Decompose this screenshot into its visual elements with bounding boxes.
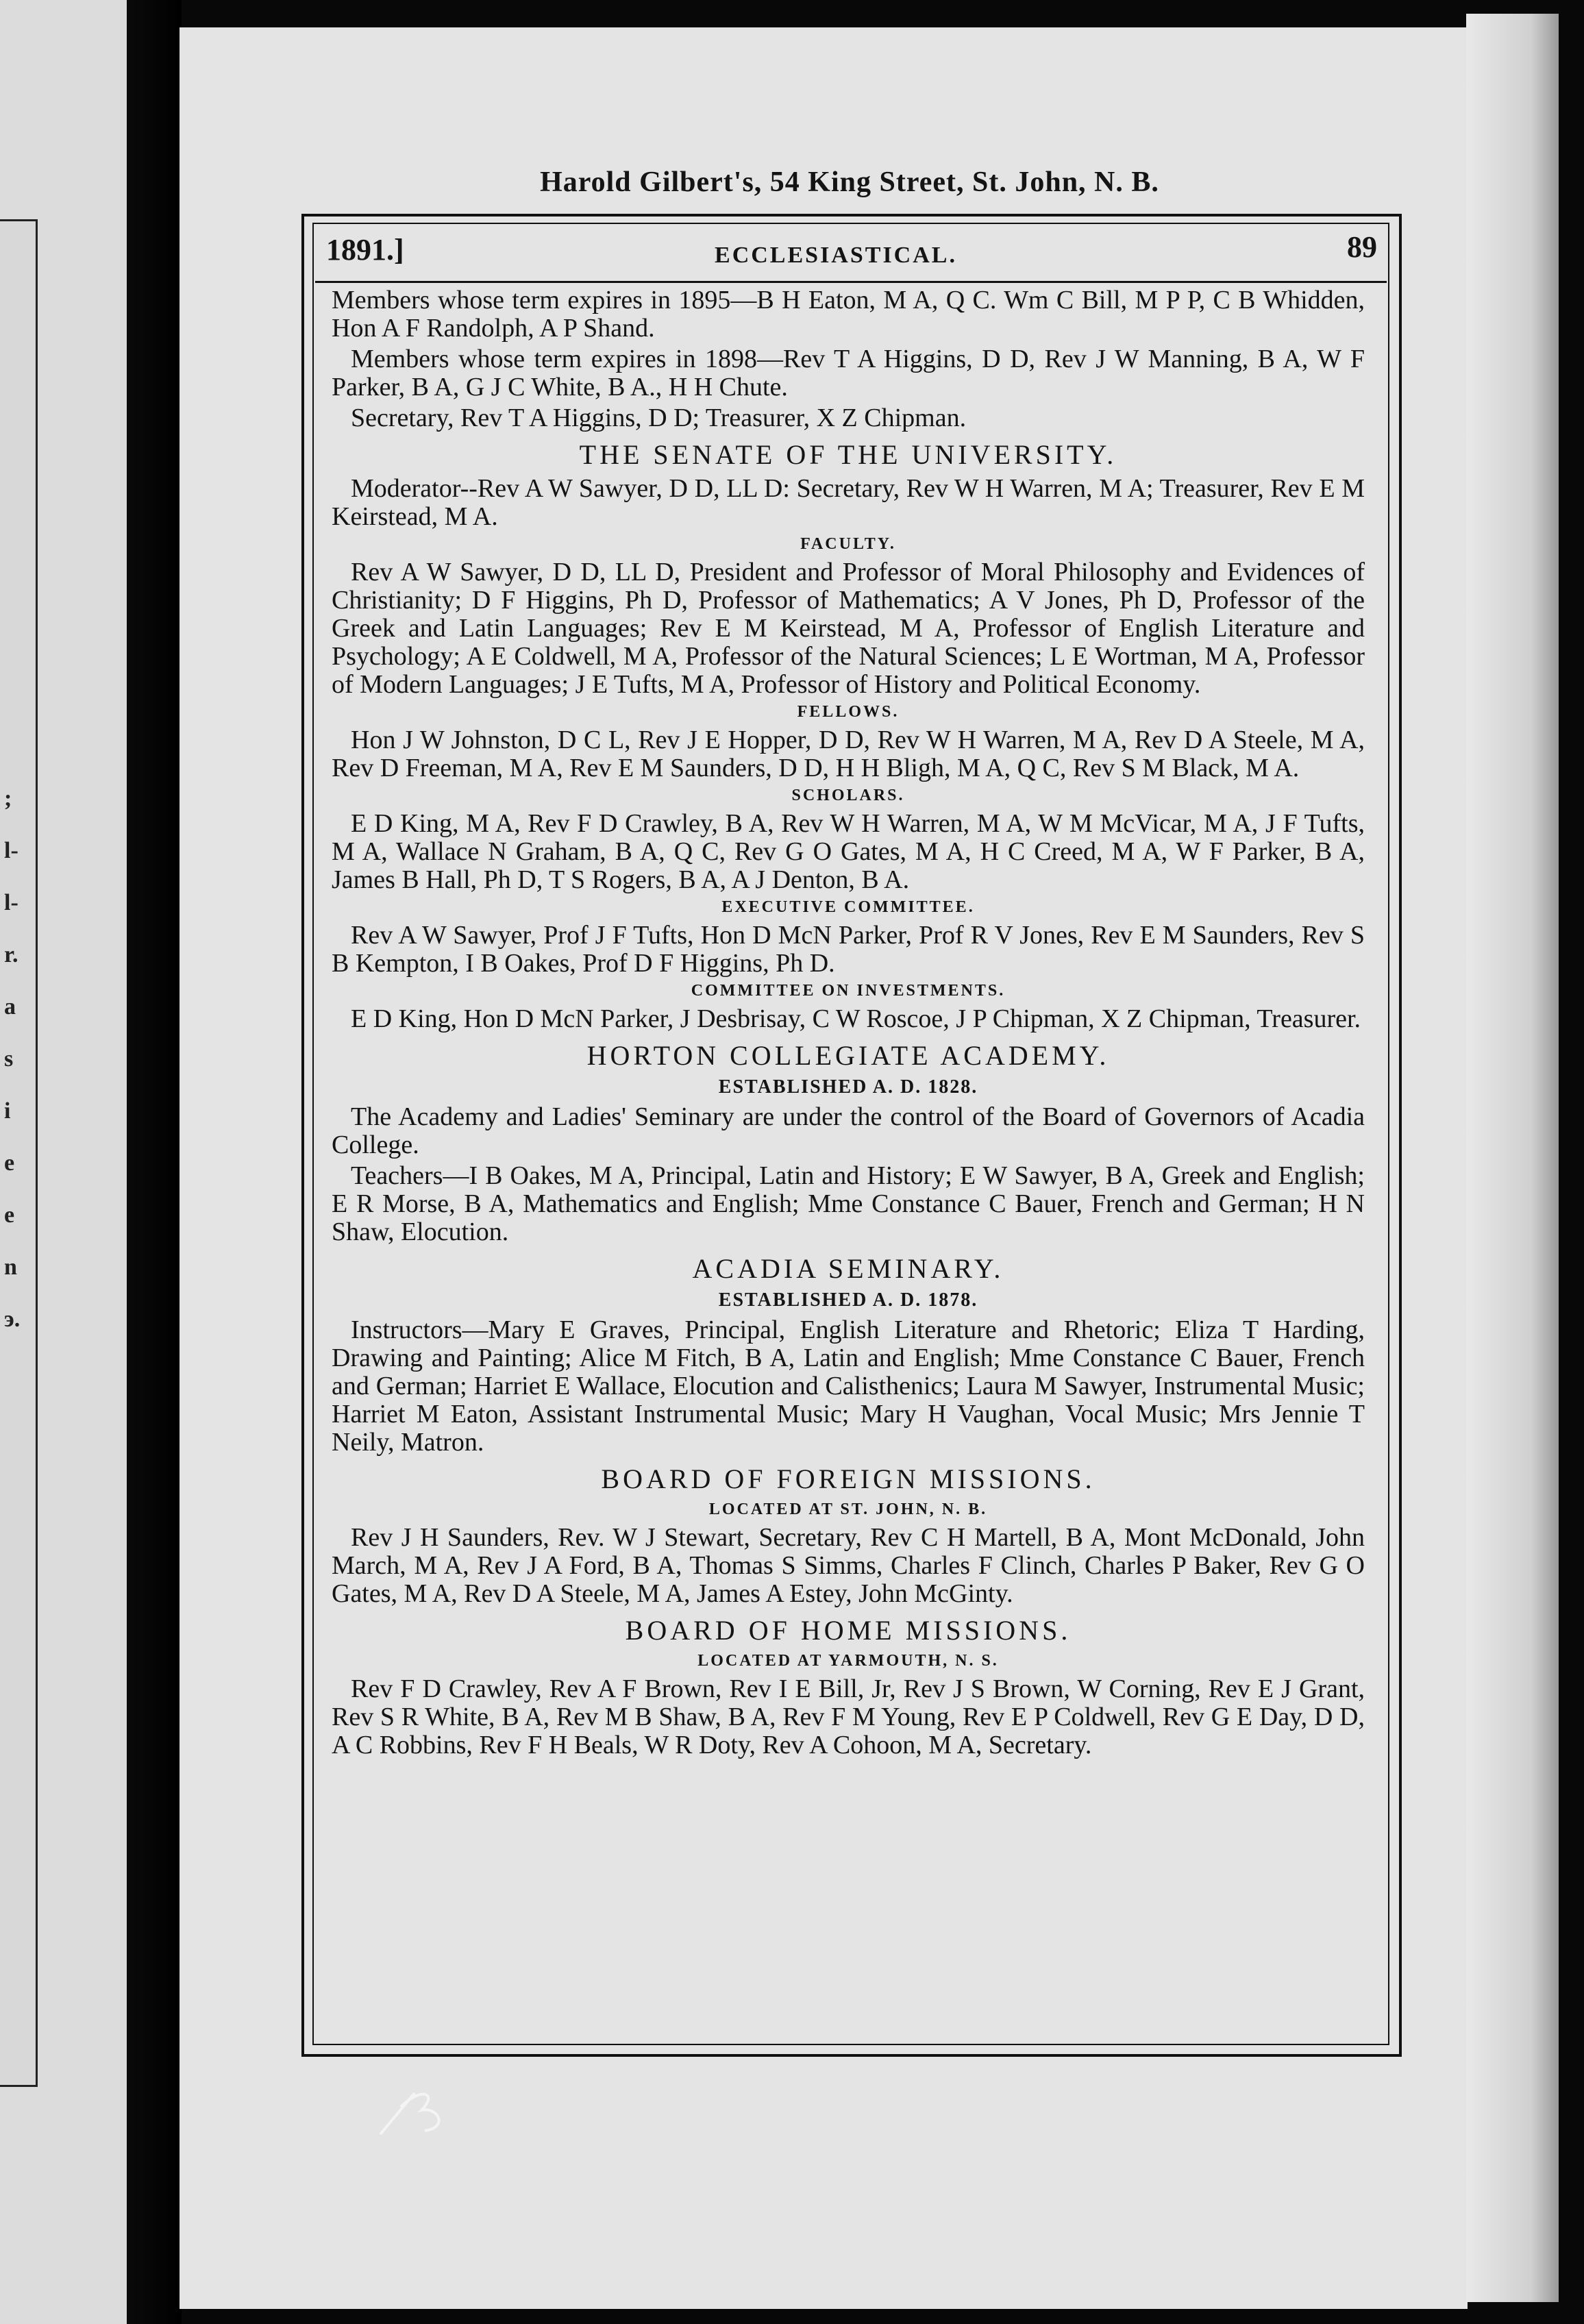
subsection-heading: LOCATED AT ST. JOHN, N. B. [708,1500,988,1518]
facing-page-letter: ; [4,786,12,811]
paragraph: Rev J H Saunders, Rev. W J Stewart, Secretary, Rev C H Martell, B A, Mont McDonald, John March, M A, Rev J A Ford, B A, Thomas S Simms, Charles F Clinch, Charles P Baker, Rev G O Gates, M A, Rev D A Steele, M A, James A Estey, John McGinty. [332,1523,1365,1608]
paragraph: Rev A W Sawyer, Prof J F Tufts, Hon D McN Parker, Prof R V Jones, Rev E M Saunders, Rev S B Kempton, I B Oakes, Prof D F Higgins, Ph D. [332,921,1365,978]
paragraph: E D King, M A, Rev F D Crawley, B A, Rev W H Warren, M A, W M McVicar, M A, J F Tufts, M A, Wallace N Graham, B A, Q C, Rev G O Gates, M A, H C Creed, M A, W F Parker, B A, James B Hall, Ph D, T S Rogers, B A, A J Denton, B A. [332,809,1365,894]
subsection-heading: FELLOWS. [797,703,900,721]
paragraph: Moderator--Rev A W Sawyer, D D, LL D: Secretary, Rev W H Warren, M A; Treasurer, Rev E M Keirstead, M A. [332,474,1365,531]
paragraph: Rev A W Sawyer, D D, LL D, President and Professor of Moral Philosophy and Evidences of Christianity; D F Higgins, Ph D, Professor of Mathematics; A V Jones, Ph D, Professor of the Greek and Latin Languages; Rev E M Keirstead, M A, Professor of English Literature and Psychology; A E Coldwell, M A, Professor of the Natural Sciences; L E Wortman, M A, Professor of Modern Languages; J E Tufts, M A, Professor of History and Political Economy. [332,558,1365,699]
facing-page-letter: e [4,1150,15,1176]
facing-page-letter: l- [4,890,18,915]
running-head: Harold Gilbert's, 54 King Street, St. John, N. B. [540,166,1159,198]
facing-page-letter: r. [4,942,18,967]
header-year: 1891.] [326,233,404,267]
facing-page-letters [4,781,32,1354]
subsection-heading: COMMITTEE ON INVESTMENTS. [691,982,1006,1000]
facing-page-letter: n [4,1254,17,1280]
facing-page-letter: i [4,1098,11,1124]
section-heading: HORTON COLLEGIATE ACADEMY. [586,1040,1110,1071]
subsection-heading: EXECUTIVE COMMITTEE. [721,898,975,916]
handwritten-mark [373,2079,462,2141]
book-gutter [127,0,182,2324]
page-body [332,286,1365,1762]
paragraph: Teachers—I B Oakes, M A, Principal, Latin and History; E W Sawyer, B A, Greek and English; E R Morse, B A, Mathematics and English; Mme Constance C Bauer, French and German; H N Shaw, Elocution. [332,1161,1365,1246]
paragraph: Secretary, Rev T A Higgins, D D; Treasurer, X Z Chipman. [351,404,967,432]
paragraph: Members whose term expires in 1898—Rev T A Higgins, D D, Rev J W Manning, B A, W F Parker, B A, G J C White, B A., H H Chute. [332,345,1365,401]
section-heading: THE SENATE OF THE UNIVERSITY. [579,439,1117,470]
subsection-heading: FACULTY. [800,535,896,553]
subsection-heading: LOCATED AT YARMOUTH, N. S. [697,1652,999,1670]
header-section-title: ECCLESIASTICAL. [715,243,957,268]
page-edge [1466,14,1559,2302]
facing-page-letter: e [4,1202,15,1228]
paragraph: Instructors—Mary E Graves, Principal, English Literature and Rhetoric; Eliza T Harding, Drawing and Painting; Alice M Fitch, B A, Latin and English; Mme Constance C Bauer, French and German; Harriet E Wallace, Elocution and Calisthenics; Laura M Sawyer, Instrumental Music; Harriet M Eaton, Assistant Instrumental Music; Mary H Vaughan, Vocal Music; Mrs Jennie T Neily, Matron. [332,1315,1365,1457]
section-heading: BOARD OF HOME MISSIONS. [625,1615,1072,1646]
paragraph: Rev F D Crawley, Rev A F Brown, Rev I E Bill, Jr, Rev J S Brown, W Corning, Rev E J Grant, Rev S R White, B A, Rev M B Shaw, B A, Rev F M Young, Rev E P Coldwell, Rev G E Day, D D, A C Robbins, Rev F H Beals, W R Doty, Rev A Cohoon, M A, Secretary. [332,1674,1365,1759]
facing-page-letter: s [4,1046,14,1072]
paragraph: Hon J W Johnston, D C L, Rev J E Hopper, D D, Rev W H Warren, M A, Rev D A Steele, M A, Rev D Freeman, M A, Rev E M Saunders, D D, H H Bligh, M A, Q C, Rev S M Black, M A. [332,726,1365,782]
paragraph: E D King, Hon D McN Parker, J Desbrisay, C W Roscoe, J P Chipman, X Z Chipman, Treasurer. [351,1004,1361,1033]
page-number: 89 [1347,230,1377,264]
paragraph: Members whose term expires in 1895—B H Eaton, M A, Q C. Wm C Bill, M P P, C B Whidden, Hon A F Randolph, A P Shand. [332,286,1365,343]
facing-page-letter: a [4,994,16,1019]
facing-page [0,0,127,2324]
header-rule [315,281,1387,283]
subsection-heading: SCHOLARS. [791,787,905,804]
section-heading: BOARD OF FOREIGN MISSIONS. [601,1463,1096,1494]
facing-page-letter: l- [4,838,18,863]
section-heading: ACADIA SEMINARY. [692,1253,1004,1284]
facing-page-letter: э. [4,1307,21,1332]
paragraph: The Academy and Ladies' Seminary are under the control of the Board of Governors of Acadia College. [332,1102,1365,1159]
subsection-heading: ESTABLISHED A. D. 1828. [718,1076,978,1098]
subsection-heading: ESTABLISHED A. D. 1878. [718,1289,978,1311]
